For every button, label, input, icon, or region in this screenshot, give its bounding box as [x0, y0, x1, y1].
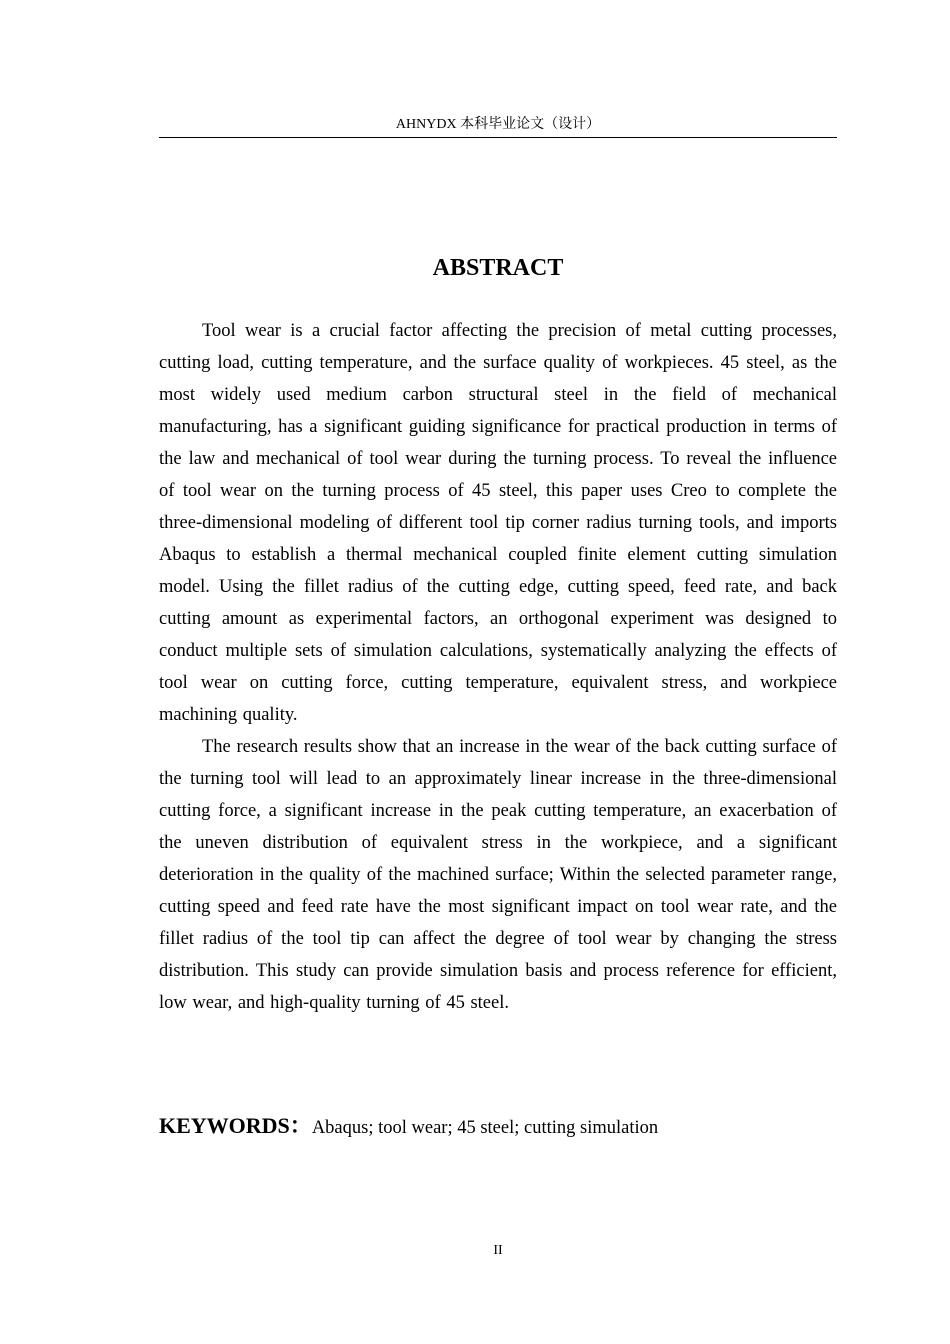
- header-divider: [159, 137, 837, 138]
- keywords-value: Abaqus; tool wear; 45 steel; cutting simulation: [311, 1118, 659, 1138]
- abstract-paragraph-1: Tool wear is a crucial factor affecting the precision of metal cutting processes, cutting load, cutting temperature, and the surface quality of workpieces. 45 steel, as the most widely used medium carbon structural steel in the field of mechanical manufacturing, has a significant guiding significance for practical production in terms of the law and mechanical of tool wear during the turning process. To reveal the influence of tool wear on the turning process of 45 steel, this paper uses Creo to complete the three-dimensional modeling of different tool tip corner radius turning tools, and imports Abaqus to establish a thermal mechanical coupled finite element cutting simulation model. Using the fillet radius of the cutting edge, cutting speed, feed rate, and back cutting amount as experimental factors, an orthogonal experiment was designed to conduct multiple sets of simulation calculations, systematically analyzing the effects of tool wear on cutting force, cutting temperature, equivalent stress, and workpiece machining quality.: [159, 321, 837, 725]
- page-number: II: [493, 1243, 503, 1258]
- running-header: AHNYDX 本科毕业论文（设计）: [395, 117, 601, 132]
- abstract-title: ABSTRACT: [432, 255, 564, 281]
- keywords-label: KEYWORDS：: [159, 1113, 312, 1138]
- keywords-line: [159, 1110, 837, 1144]
- abstract-body: [159, 315, 837, 1019]
- abstract-paragraph-2: The research results show that an increase in the wear of the back cutting surface of the turning tool will lead to an approximately linear increase in the three-dimensional cutting force, a significant increase in the peak cutting temperature, an exacerbation of the uneven distribution of equivalent stress in the workpiece, and a significant deterioration in the quality of the machined surface; Within the selected parameter range, cutting speed and feed rate have the most significant impact on tool wear rate, and the fillet radius of the tool tip can affect the degree of tool wear by changing the stress distribution. This study can provide simulation basis and process reference for efficient, low wear, and high-quality turning of 45 steel.: [159, 737, 837, 1013]
